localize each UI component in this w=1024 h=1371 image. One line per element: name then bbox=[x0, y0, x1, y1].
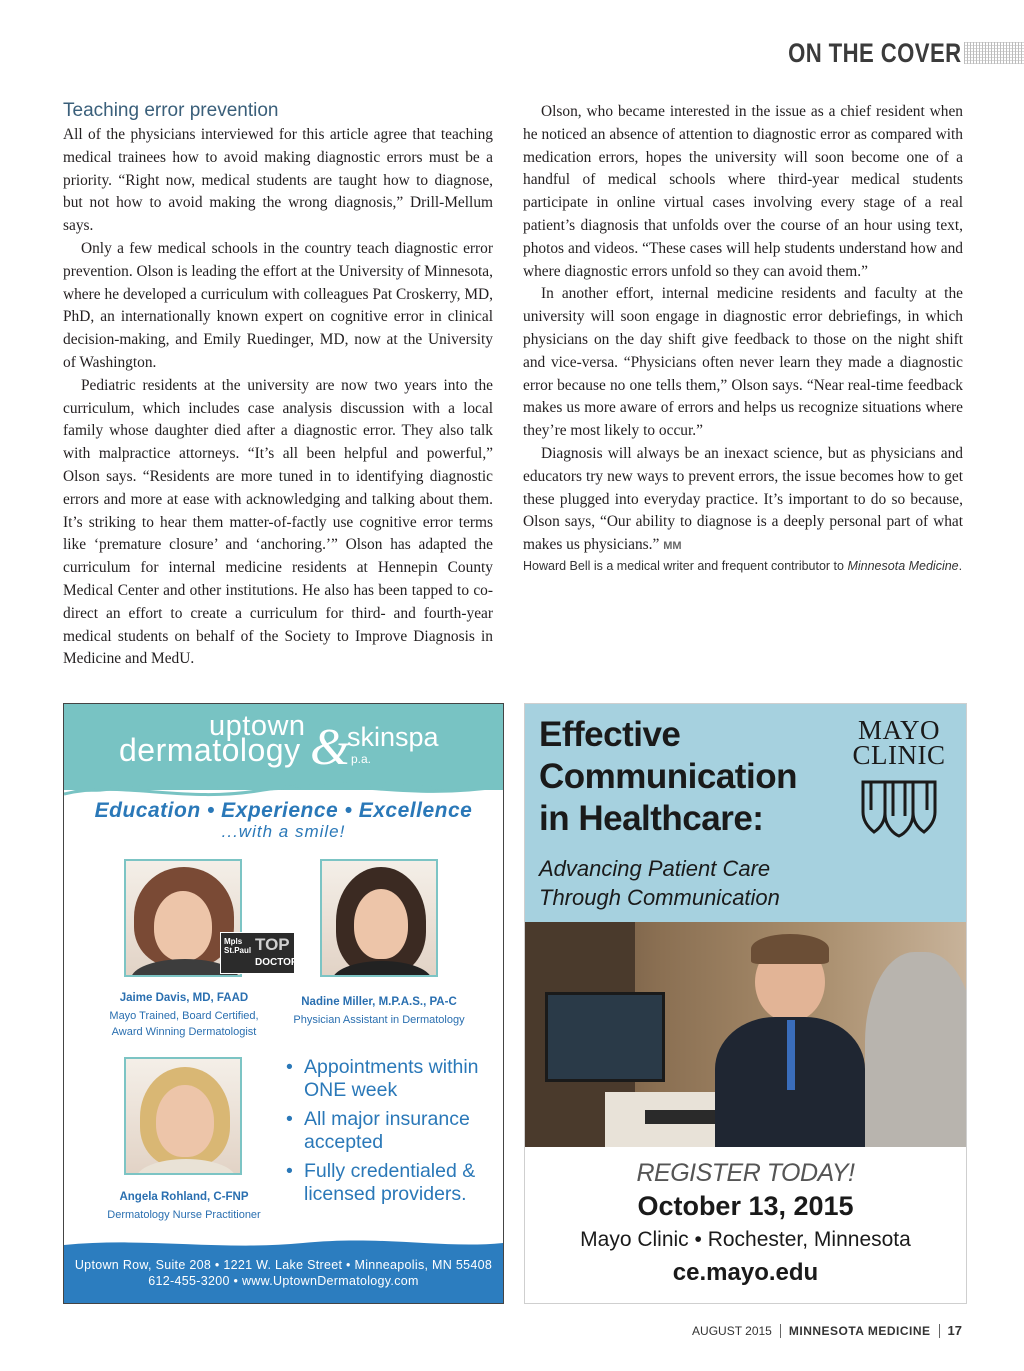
badge-doctor: DOCTOR bbox=[255, 957, 299, 968]
mayo-event-date: October 13, 2015 bbox=[637, 1191, 854, 1221]
headline-line: in Healthcare: bbox=[539, 799, 764, 838]
ad-tagline: Education • Experience • Excellence bbox=[94, 799, 473, 822]
logo-line: MAYO bbox=[857, 715, 941, 745]
photo-angela-rohland bbox=[124, 1057, 242, 1175]
mayo-register-cta: REGISTER TODAY! bbox=[636, 1159, 855, 1187]
section-tag-texture bbox=[964, 42, 1024, 64]
ad-brand-ampersand: & bbox=[310, 719, 351, 776]
person-role: Physician Assistant in Dermatology bbox=[293, 1014, 465, 1026]
photo-nadine-miller bbox=[320, 859, 438, 977]
page-number: 17 bbox=[947, 1323, 962, 1338]
article-subhead: Teaching error prevention bbox=[63, 100, 279, 121]
ad-contact-footer[interactable] bbox=[64, 1247, 503, 1303]
ad-tagline-smile: ...with a smile! bbox=[221, 822, 346, 841]
article-paragraph: Pediatric residents at the university are now two years into the curriculum, which includes case analysis discussion with a local family whose daughter died after a diagnostic error. They also talk with malpractice attorneys. “It’s all been helpful and powerful,” Olson says. “Residents are more tuned in to identifying diagnostic errors and more at ease with acknowledging and talking about them. It’s striking to hear them matter-of-factly use cognitive error terms like ‘premature closure’ and ‘anchoring.’” Olson has adapted the curriculum for internal medicine residents at Hennepin County Medical Center and other institutions. He also has been tapped to co-direct an effort to create a curriculum for third- and fourth-year medical students on behalf of the Society to Improve Diagnosis in Medicine and MedU. bbox=[63, 376, 493, 668]
author-bio-text: Howard Bell is a medical writer and frequent contributor to bbox=[523, 558, 848, 573]
article-column-left bbox=[63, 98, 493, 671]
ad-phone-website[interactable]: 612-455-3200 • www.UptownDermatology.com bbox=[148, 1274, 419, 1288]
end-mark: MM bbox=[663, 540, 682, 553]
footer-divider bbox=[939, 1324, 940, 1338]
article-column-right bbox=[523, 101, 963, 574]
section-tag: ON THE COVER bbox=[788, 38, 962, 68]
author-bio bbox=[523, 558, 963, 574]
article-paragraph: All of the physicians interviewed for this article agree that teaching medical trainees how to avoid making diagnostic errors must be a priority. “Right now, medical students are taught how to diagnose, but not how to avoid making the wrong diagnosis,” Drill-Mellum says. bbox=[63, 126, 493, 235]
person-role: Mayo Trained, Board Certified, bbox=[109, 1010, 259, 1022]
ad-brand-skinspa: skinspa bbox=[347, 722, 439, 752]
article-paragraph: In another effort, internal medicine residents and faculty at the university will soon engage in diagnostic error debriefings, in which physicians on the day shift give feedback to those on the night shift and vice-versa. “Physicians often never learn they made a diagnostic error because no one tells them,” Olson says. “Near real-time feedback makes us more aware of errors and helps us recognize situations where they’re most likely to occur.” bbox=[523, 285, 963, 440]
ad-brand-pa: p.a. bbox=[351, 752, 372, 766]
person-name: Nadine Miller, M.P.A.S., PA-C bbox=[301, 996, 457, 1008]
headline-line: Communication bbox=[539, 757, 797, 796]
uptown-dermatology-ad[interactable] bbox=[63, 703, 504, 1304]
badge-top: TOP bbox=[255, 935, 290, 954]
ad-bullet-item: • All major insurance accepted bbox=[286, 1108, 496, 1154]
logo-line: CLINIC bbox=[852, 740, 946, 770]
mayo-ad-headline bbox=[539, 714, 797, 840]
mayo-event-location: Mayo Clinic • Rochester, Minnesota bbox=[580, 1228, 911, 1251]
ad-address: Uptown Row, Suite 208 • 1221 W. Lake Street • Minneapolis, MN 55408 bbox=[74, 1258, 493, 1272]
article-paragraph: Only a few medical schools in the country teach diagnostic error prevention. Olson is leading the effort at the University of Minnesota, where he developed a curriculum with colleagues Pat Croskerry, MD, PhD, an internationally known expert on cognitive error in clinical decision-making, and Emily Ruedinger, MD, now at the University of Washington. bbox=[63, 239, 493, 371]
author-bio-end: . bbox=[958, 558, 963, 573]
person-name: Angela Rohland, C-FNP bbox=[119, 1191, 249, 1203]
top-doctor-badge bbox=[220, 932, 299, 974]
mayo-clinic-ad[interactable] bbox=[524, 703, 967, 1304]
mayo-shield-icon bbox=[859, 776, 939, 838]
person-role: Dermatology Nurse Practitioner bbox=[107, 1209, 261, 1221]
article-paragraph-final bbox=[523, 443, 963, 558]
badge-publication: Mpls St.Paul bbox=[224, 937, 252, 955]
author-bio-publication: Minnesota Medicine bbox=[847, 558, 959, 573]
mayo-website-link[interactable]: ce.mayo.edu bbox=[672, 1259, 819, 1286]
article-paragraph-text: Diagnosis will always be an inexact science, but as physicians and educators try new ways to prevent errors, the issue becomes how to get these plugged into everyday practice. It’s important to do so because, Olson says, “Our ability to diagnose is a deeply personal part of what makes us physicians.” bbox=[523, 444, 963, 554]
ad-brand-uptown: uptown bbox=[209, 710, 306, 742]
mayo-ad-subheadline bbox=[539, 854, 780, 912]
article-paragraph: Olson, who became interested in the issue as a chief resident when he noticed an absence of attention to diagnostic error as compared with medication errors, hopes the university will soon become one of a handful of medical schools where third-year medical students participate in online virtual cases involving every stage of a real patient’s diagnosis that unfolds over the course of an hour using text, photos and videos. “These cases will help students understand how and where diagnostic errors unfold so they can avoid them.” bbox=[523, 103, 963, 280]
footer-issue: AUGUST 2015 bbox=[692, 1323, 772, 1338]
page-footer bbox=[692, 1323, 962, 1338]
subheadline-line: Through Communication bbox=[539, 885, 780, 910]
mayo-ad-photo bbox=[525, 922, 966, 1147]
footer-magazine: MINNESOTA MEDICINE bbox=[788, 1323, 931, 1338]
person-name: Jaime Davis, MD, FAAD bbox=[119, 992, 249, 1004]
person-role: Award Winning Dermatologist bbox=[111, 1026, 257, 1038]
ad-bullet-list bbox=[286, 1056, 496, 1212]
footer-divider bbox=[780, 1324, 781, 1338]
headline-line: Effective bbox=[539, 715, 681, 754]
ad-bullet-item: • Fully credentialed & licensed providers. bbox=[286, 1160, 496, 1206]
subheadline-line: Advancing Patient Care bbox=[539, 856, 771, 881]
ad-brand-dermatology: dermatology bbox=[119, 732, 301, 768]
ad-bullet-item: • Appointments within ONE week bbox=[286, 1056, 496, 1102]
mayo-clinic-logo-text bbox=[843, 715, 955, 770]
